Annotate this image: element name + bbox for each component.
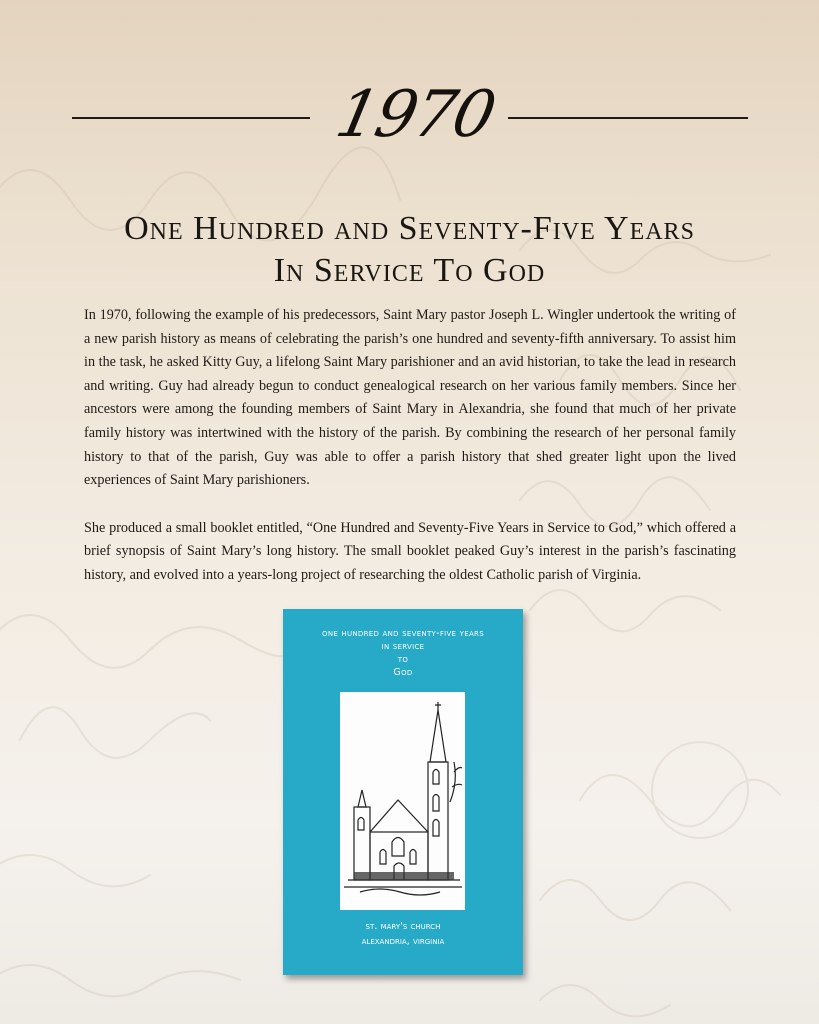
paragraph-1: In 1970, following the example of his predecessors, Saint Mary pastor Joseph L. Wingler undertook the writing of a new parish history as means of celebrating the parish’s one hundred and seventy-fifth anniversary. To assist him in the task, he asked Kitty Guy, a lifelong Saint Mary parishioner and an avid historian, to take the lead in research and writing. Guy had already begun to conduct genealogical research on her various family members. Since her ancestors were among the founding members of Saint Mary in Alexandria, she found that much of her private family history was intertwined with the history of the parish. By combining the research of her personal family history to that of the parish, Guy was able to offer a parish history that shed greater light upon the lived experiences of Saint Mary parishioners. bbox=[84, 307, 736, 489]
booklet-title-line: one hundred and seventy-five years bbox=[322, 628, 484, 639]
booklet-title-line: to bbox=[397, 654, 409, 665]
page-title bbox=[0, 208, 819, 292]
paragraph-2: She produced a small booklet entitled, “One Hundred and Seventy-Five Years in Service to God,” which offered a brief synopsis of Saint Mary’s long history. The small booklet peaked Guy’s interest in the parish’s fascinating history, and evolved into a years-long project of researching the oldest Catholic parish of Virginia. bbox=[84, 519, 736, 583]
booklet-footer bbox=[283, 919, 523, 949]
left-divider-line bbox=[72, 117, 310, 119]
booklet-footer-line: alexandria, virginia bbox=[361, 936, 445, 947]
title-line-2: In Service To God bbox=[273, 252, 546, 289]
church-drawing bbox=[340, 692, 465, 910]
year-header bbox=[0, 78, 819, 164]
booklet-title-line: God bbox=[393, 667, 413, 678]
booklet-title bbox=[283, 627, 523, 679]
title-line-1: One Hundred and Seventy-Five Years bbox=[124, 210, 695, 247]
year-heading: 1970 bbox=[329, 78, 501, 152]
church-illustration bbox=[340, 692, 465, 910]
right-divider-line bbox=[508, 117, 748, 119]
booklet-cover-image bbox=[283, 609, 523, 975]
booklet-title-line: in service bbox=[381, 641, 425, 652]
body-text bbox=[84, 304, 736, 612]
booklet-footer-line: st. mary's church bbox=[365, 921, 441, 932]
